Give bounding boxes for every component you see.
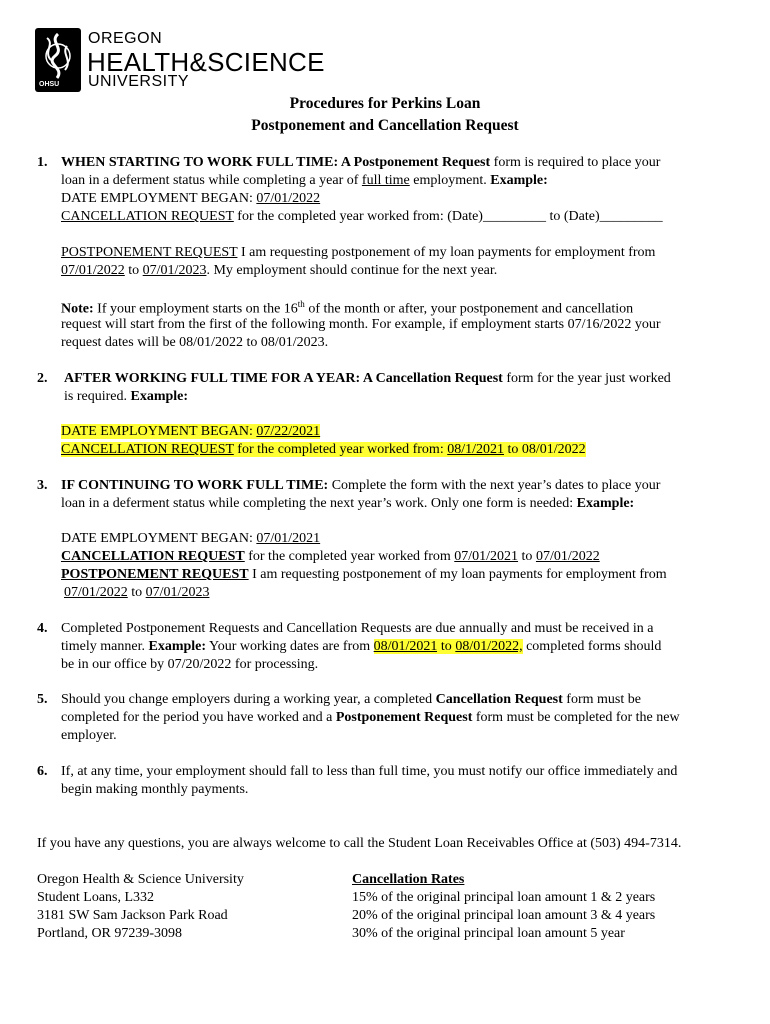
example-label: Example: <box>490 173 548 188</box>
date: 08/01/2022, <box>455 639 523 654</box>
note-line-3: request dates will be 08/01/2022 to 08/01/2023. <box>61 335 329 350</box>
section-4-line-3: be in our office by 07/20/2022 for processing. <box>61 657 319 672</box>
date: 07/22/2021 <box>256 424 321 439</box>
section-2-line-1 <box>64 371 671 387</box>
date: 07/01/2023 <box>145 585 210 600</box>
text: loan in a deferment status while completing the next year’s work. Only one form is needed: <box>61 496 577 511</box>
text: loan in a deferment status while completing a year of <box>61 173 362 188</box>
text: of the month or after, your postponement and cancellation <box>304 301 634 317</box>
text: for the completed year worked from <box>244 549 455 564</box>
address-line-2: Student Loans, L332 <box>37 890 155 905</box>
section-3-example-line-3 <box>61 567 667 583</box>
text: to 08/01/2022 <box>504 442 586 457</box>
date: 07/01/2022 <box>64 585 128 600</box>
example-label: Example: <box>576 496 635 511</box>
text: CANCELLATION REQUEST <box>61 549 245 564</box>
rate-line-3: 30% of the original principal loan amount 5 year <box>352 926 625 941</box>
logo-line-1: OREGON <box>88 30 163 47</box>
example-label: Example: <box>148 639 207 654</box>
date: 08/01/2021 <box>373 639 438 654</box>
logo-line-3: UNIVERSITY <box>88 73 190 90</box>
text: completed for the period you have worked and a <box>61 710 336 725</box>
text: th <box>297 299 305 309</box>
ohsu-emblem-icon <box>35 28 81 92</box>
section-1-number: 1. <box>37 155 48 170</box>
section-1-line-1 <box>61 155 660 171</box>
text: Should you change employers during a working year, a completed <box>61 692 436 707</box>
text: CANCELLATION REQUEST <box>61 442 234 457</box>
text: to <box>124 263 143 278</box>
section-3-line-1 <box>61 478 660 494</box>
section-1-line-3 <box>61 191 320 207</box>
text: Postponement Request <box>335 710 473 725</box>
document-title-line-2: Postponement and Cancellation Request <box>251 117 519 134</box>
section-6-number: 6. <box>37 764 48 779</box>
section-2-example-line-2 <box>61 442 586 458</box>
text: POSTPONEMENT REQUEST <box>61 245 238 260</box>
section-2-heading: AFTER WORKING FULL TIME FOR A YEAR: A Cancellation Request <box>64 371 503 386</box>
date: 07/01/2023 <box>142 263 207 278</box>
section-3-heading: IF CONTINUING TO WORK FULL TIME: <box>61 478 329 493</box>
text: DATE EMPLOYMENT BEGAN: <box>61 531 257 546</box>
text: to <box>127 585 146 600</box>
section-3-number: 3. <box>37 478 48 493</box>
section-2-example-line-1 <box>61 424 320 440</box>
logo-badge: OHSU <box>39 81 60 88</box>
text: for the completed year worked from: <box>233 442 448 457</box>
text: is required. <box>64 389 131 404</box>
text: timely manner. <box>61 639 149 654</box>
rate-line-1: 15% of the original principal loan amount 1 & 2 years <box>352 890 656 905</box>
text: I am requesting postponement of my loan payments for employment from <box>248 567 667 582</box>
section-1-line-4 <box>61 209 663 225</box>
section-4-line-2 <box>61 639 661 655</box>
document-title-line-1: Procedures for Perkins Loan <box>289 95 481 112</box>
section-5-line-1 <box>61 692 641 708</box>
text: Your working dates are from <box>206 639 374 654</box>
text: completed forms should <box>522 639 662 654</box>
address-line-4: Portland, OR 97239-3098 <box>37 926 183 941</box>
text: POSTPONEMENT REQUEST <box>61 567 249 582</box>
section-3-line-2 <box>61 496 634 512</box>
text: DATE EMPLOYMENT BEGAN: <box>61 191 257 206</box>
text: Cancellation Request <box>435 692 563 707</box>
section-3-example-line-4 <box>64 585 209 601</box>
section-2-line-2 <box>64 389 188 405</box>
section-5-number: 5. <box>37 692 48 707</box>
cancellation-rates-heading: Cancellation Rates <box>352 872 465 887</box>
section-1-para-2-line-1 <box>61 245 655 261</box>
text: I am requesting postponement of my loan payments for employment from <box>237 245 656 260</box>
text: to <box>518 549 536 564</box>
date: 08/1/2021 <box>447 442 504 457</box>
section-5-line-2 <box>61 710 680 726</box>
text: for the completed year worked from: (Date)_________ to (Date)_________ <box>233 209 663 224</box>
text: form is required to place your <box>490 155 661 170</box>
date: 07/01/2021 <box>454 549 519 564</box>
section-6-line-1: If, at any time, your employment should fall to less than full time, you must notify our office immediately and <box>61 764 678 779</box>
address-line-3: 3181 SW Sam Jackson Park Road <box>37 908 228 923</box>
ohsu-logo <box>35 28 325 94</box>
section-4-line-1: Completed Postponement Requests and Cancellation Requests are due annually and must be received in a <box>61 621 654 636</box>
note-line-2: request will start from the first of the following month. For example, if employment starts 07/16/2022 your <box>61 317 661 332</box>
section-4-number: 4. <box>37 621 48 636</box>
date: 07/01/2022 <box>61 263 125 278</box>
rate-line-2: 20% of the original principal loan amount 3 & 4 years <box>352 908 656 923</box>
logo-line-2: HEALTH&SCIENCE <box>87 47 325 77</box>
section-3-example-line-1 <box>61 531 320 547</box>
note-line-1 <box>61 299 633 318</box>
text: to <box>437 639 456 654</box>
questions-contact-line: If you have any questions, you are always welcome to call the Student Loan Receivables Office at (503) 494-7314. <box>37 836 682 851</box>
text: form must be completed for the new <box>472 710 680 725</box>
text: form must be <box>562 692 641 707</box>
section-1-heading: WHEN STARTING TO WORK FULL TIME: A Postponement Request <box>61 155 491 170</box>
text: employment. <box>409 173 491 188</box>
date: 07/01/2022 <box>256 191 321 206</box>
section-5-line-3: employer. <box>61 728 117 743</box>
section-2-number: 2. <box>37 371 48 386</box>
section-1-para-2-line-2 <box>61 263 497 279</box>
text: . My employment should continue for the next year. <box>206 263 498 278</box>
text: full time <box>361 173 410 188</box>
text: DATE EMPLOYMENT BEGAN: <box>61 424 257 439</box>
section-3-example-line-2 <box>61 549 600 565</box>
text: form for the year just worked <box>502 371 671 386</box>
date: 07/01/2021 <box>256 531 321 546</box>
text: Complete the form with the next year’s dates to place your <box>328 478 661 493</box>
date: 07/01/2022 <box>535 549 600 564</box>
address-line-1: Oregon Health & Science University <box>37 872 244 887</box>
text: If your employment starts on the 16 <box>93 301 298 317</box>
text: CANCELLATION REQUEST <box>61 209 234 224</box>
section-1-line-2 <box>61 173 548 189</box>
section-6-line-2: begin making monthly payments. <box>61 782 249 797</box>
note-label: Note: <box>61 301 94 317</box>
example-label: Example: <box>130 389 189 404</box>
